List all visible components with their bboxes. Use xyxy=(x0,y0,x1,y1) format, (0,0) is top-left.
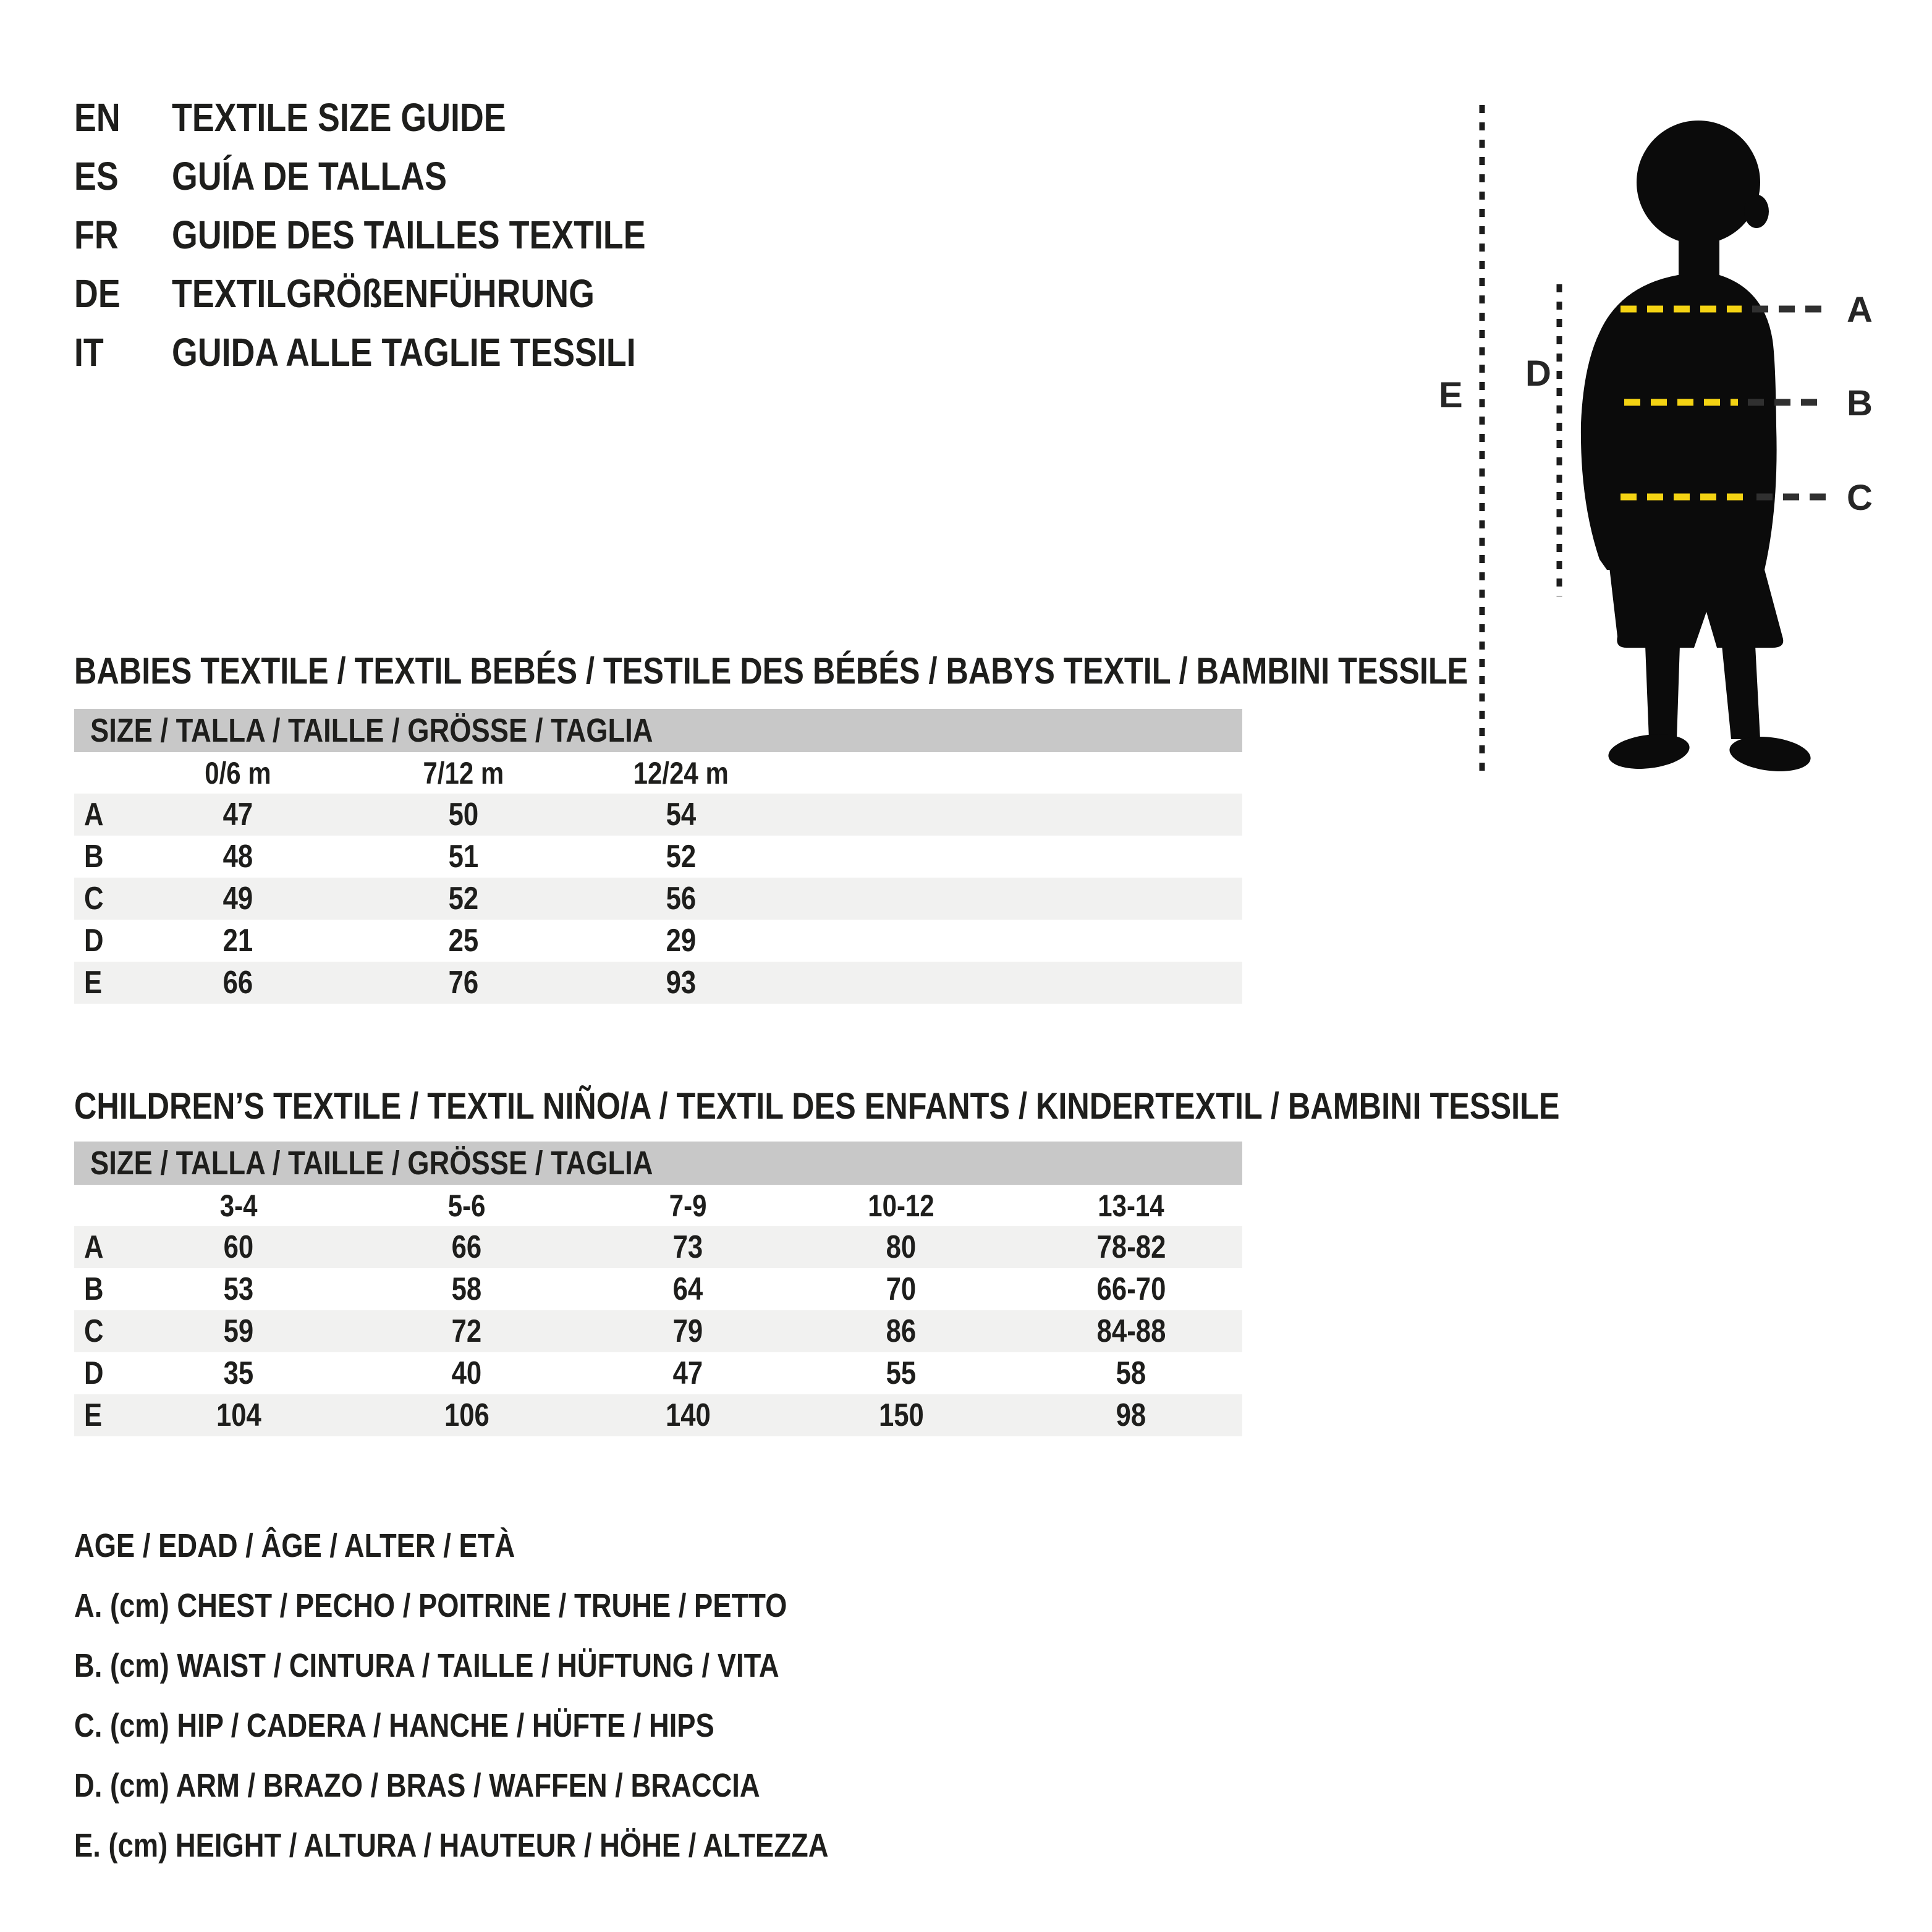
column-header: 3-4 xyxy=(219,1188,258,1223)
table-cell: 66 xyxy=(451,1229,482,1265)
table-row xyxy=(74,878,1242,920)
table-cell: 59 xyxy=(223,1313,254,1349)
table-cell: 54 xyxy=(666,797,697,833)
legend-line-chest: A. (cm) CHEST / PECHO / POITRINE / TRUHE / PETTO xyxy=(74,1587,787,1624)
column-header-row xyxy=(74,1185,1242,1226)
language-code: FR xyxy=(74,212,119,257)
column-header: 7-9 xyxy=(669,1188,707,1223)
row-label: A xyxy=(84,1229,104,1265)
row-label: E xyxy=(84,965,103,1001)
legend-line-waist: B. (cm) WAIST / CINTURA / TAILLE / HÜFTUNG / VITA xyxy=(74,1646,779,1684)
table-cell: 40 xyxy=(451,1355,482,1391)
language-code: ES xyxy=(74,153,119,198)
table-cell: 72 xyxy=(451,1313,482,1349)
table-cell: 98 xyxy=(1116,1397,1146,1433)
column-header: 0/6 m xyxy=(205,755,271,790)
row-label: B xyxy=(84,1271,104,1307)
measure-label-d: D xyxy=(1525,354,1551,394)
language-row xyxy=(74,323,736,381)
table-cell: 48 xyxy=(222,839,253,875)
babies-section-heading: BABIES TEXTILE / TEXTIL BEBÉS / TESTILE DES BÉBÉS / BABYS TEXTIL / BAMBINI TESSILE xyxy=(74,650,1468,692)
table-row xyxy=(74,1310,1242,1352)
measure-label-a: A xyxy=(1847,290,1873,330)
table-row xyxy=(74,794,1242,836)
table-row xyxy=(74,1352,1242,1394)
size-bar: SIZE / TALLA / TAILLE / GRÖSSE / TAGLIA xyxy=(74,1142,1242,1185)
guide-title: GUIDE DES TAILLES TEXTILE xyxy=(172,212,646,257)
language-row xyxy=(74,88,736,146)
table-cell: 106 xyxy=(444,1397,489,1433)
table-cell: 60 xyxy=(223,1229,254,1265)
children-section-heading: CHILDREN’S TEXTILE / TEXTIL NIÑO/A / TEXTIL DES ENFANTS / KINDERTEXTIL / BAMBINI TESSILE xyxy=(74,1085,1560,1127)
table-cell: 66-70 xyxy=(1096,1271,1166,1307)
table-cell: 51 xyxy=(448,839,479,875)
table-cell: 53 xyxy=(223,1271,254,1307)
row-label: E xyxy=(84,1397,103,1433)
babies-size-table xyxy=(74,709,1242,1004)
legend-line-hip: C. (cm) HIP / CADERA / HANCHE / HÜFTE / HIPS xyxy=(74,1706,714,1744)
table-cell: 35 xyxy=(223,1355,254,1391)
table-cell: 66 xyxy=(222,965,253,1001)
table-row xyxy=(74,1394,1242,1436)
language-row xyxy=(74,146,736,205)
table-cell: 86 xyxy=(886,1313,917,1349)
table-cell: 150 xyxy=(878,1397,924,1433)
column-header: 5-6 xyxy=(447,1188,486,1223)
legend-line-height: E. (cm) HEIGHT / ALTURA / HAUTEUR / HÖHE / ALTEZZA xyxy=(74,1826,829,1864)
table-cell: 47 xyxy=(672,1355,703,1391)
table-cell: 80 xyxy=(886,1229,917,1265)
language-title-list xyxy=(74,88,736,381)
language-row xyxy=(74,264,736,323)
guide-title: GUÍA DE TALLAS xyxy=(172,153,447,198)
table-cell: 84-88 xyxy=(1096,1313,1166,1349)
guide-title: GUIDA ALLE TAGLIE TESSILI xyxy=(172,329,636,375)
table-cell: 55 xyxy=(886,1355,917,1391)
language-row xyxy=(74,205,736,264)
row-label: D xyxy=(84,923,104,959)
measure-label-b: B xyxy=(1847,383,1873,423)
row-label: D xyxy=(84,1355,104,1391)
measure-label-c: C xyxy=(1847,478,1873,518)
guide-title: TEXTILGRÖßENFÜHRUNG xyxy=(172,271,595,316)
column-header: 10-12 xyxy=(868,1188,934,1223)
table-cell: 76 xyxy=(448,965,479,1001)
table-cell: 56 xyxy=(666,881,697,917)
language-code: EN xyxy=(74,95,121,140)
table-cell: 58 xyxy=(1116,1355,1146,1391)
table-cell: 52 xyxy=(666,839,697,875)
table-cell: 79 xyxy=(672,1313,703,1349)
table-cell: 21 xyxy=(222,923,253,959)
measure-label-e: E xyxy=(1439,375,1463,415)
language-code: DE xyxy=(74,271,121,316)
children-size-table xyxy=(74,1142,1242,1436)
table-cell: 29 xyxy=(666,923,697,959)
table-cell: 104 xyxy=(216,1397,261,1433)
measurement-legend xyxy=(74,1515,972,1875)
column-header: 7/12 m xyxy=(423,755,504,790)
table-row xyxy=(74,1226,1242,1268)
legend-line-arm: D. (cm) ARM / BRAZO / BRAS / WAFFEN / BRACCIA xyxy=(74,1766,760,1804)
column-header-row xyxy=(74,752,1242,794)
column-header: 13-14 xyxy=(1098,1188,1164,1223)
row-label: C xyxy=(84,881,104,917)
table-row xyxy=(74,920,1242,962)
table-cell: 140 xyxy=(665,1397,711,1433)
row-label: B xyxy=(84,839,104,875)
table-cell: 58 xyxy=(451,1271,482,1307)
table-cell: 50 xyxy=(448,797,479,833)
row-label: C xyxy=(84,1313,104,1349)
size-bar: SIZE / TALLA / TAILLE / GRÖSSE / TAGLIA xyxy=(74,709,1242,752)
table-cell: 52 xyxy=(448,881,479,917)
table-cell: 49 xyxy=(222,881,253,917)
table-row xyxy=(74,1268,1242,1310)
table-row xyxy=(74,836,1242,878)
table-cell: 73 xyxy=(672,1229,703,1265)
table-cell: 25 xyxy=(448,923,479,959)
table-cell: 70 xyxy=(886,1271,917,1307)
guide-title: TEXTILE SIZE GUIDE xyxy=(172,95,506,140)
language-code: IT xyxy=(74,329,104,375)
table-cell: 78-82 xyxy=(1096,1229,1166,1265)
legend-line-age: AGE / EDAD / ÂGE / ALTER / ETÀ xyxy=(74,1527,515,1564)
column-header: 12/24 m xyxy=(633,755,729,790)
row-label: A xyxy=(84,797,104,833)
table-row xyxy=(74,962,1242,1004)
table-cell: 47 xyxy=(222,797,253,833)
table-cell: 64 xyxy=(672,1271,703,1307)
table-cell: 93 xyxy=(666,965,697,1001)
